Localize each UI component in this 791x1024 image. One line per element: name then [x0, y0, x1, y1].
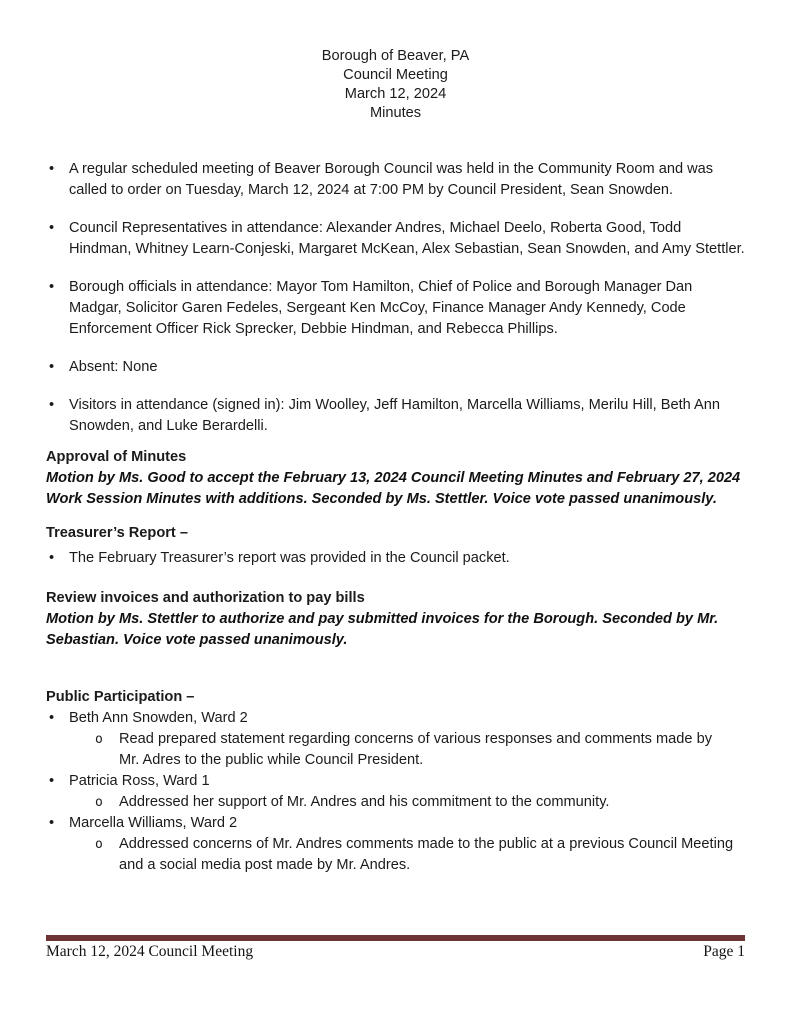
- public-participation-list: [46, 708, 745, 876]
- bullet-borough-officials: [46, 277, 745, 340]
- heading-approval-of-minutes: Approval of Minutes: [46, 449, 187, 465]
- speaker-point: [46, 834, 745, 876]
- bullet-text: Visitors in attendance (signed in): Jim Woolley, Jeff Hamilton, Marcella Williams, Merilu Hill, Beth Ann Snowden, and Luke Berardelli.: [69, 397, 721, 434]
- bullet-visitors: [46, 395, 745, 437]
- motion-review-invoices: Motion by Ms. Stettler to authorize and pay submitted invoices for the Borough. Seconded by Mr. Sebastian. Voice vote passed unanimously.: [46, 611, 719, 648]
- footer-left-text: March 12, 2024 Council Meeting: [46, 943, 254, 960]
- heading-treasurers-report: Treasurer’s Report –: [46, 525, 188, 541]
- title-meeting-type: Council Meeting: [343, 67, 448, 83]
- speaker-item: [46, 813, 745, 834]
- sub-bullet-marker-icon: o: [95, 837, 103, 852]
- document-title-block: [46, 47, 745, 123]
- bullet-meeting-called-to-order: [46, 159, 745, 201]
- title-date: March 12, 2024: [344, 86, 447, 102]
- title-org: Borough of Beaver, PA: [321, 48, 470, 64]
- page-footer: [46, 935, 745, 961]
- bullet-text: Council Representatives in attendance: Alexander Andres, Michael Deelo, Roberta Good, Todd Hindman, Whitney Learn-Conjeski, Margaret McKean, Alex Sebastian, Sean Snowden, and Amy Stettler.: [69, 220, 745, 257]
- bullet-marker-icon: •: [49, 815, 55, 831]
- sub-bullet-marker-icon: o: [95, 795, 103, 810]
- speaker-item: [46, 708, 745, 729]
- speaker-name: Beth Ann Snowden, Ward 2: [69, 710, 248, 726]
- heading-public-participation: Public Participation –: [46, 689, 195, 705]
- footer-text-row: [46, 943, 745, 961]
- bullet-treasurers-report: [46, 548, 745, 569]
- bullet-marker-icon: •: [49, 550, 55, 566]
- bullet-marker-icon: •: [49, 773, 55, 789]
- speaker-point-text: Read prepared statement regarding concerns of various responses and comments made by Mr. Adres to the public while Council President.: [119, 731, 712, 768]
- bullet-marker-icon: •: [49, 397, 55, 413]
- speaker-item: [46, 771, 745, 792]
- speaker-point-text: Addressed concerns of Mr. Andres comments made to the public at a previous Council Meeting and a social media post made by Mr. Andres.: [119, 836, 734, 873]
- bullet-text: The February Treasurer’s report was provided in the Council packet.: [69, 550, 510, 566]
- bullet-text: Absent: None: [69, 359, 158, 375]
- speaker-point: [46, 792, 745, 813]
- bullet-council-representatives: [46, 218, 745, 260]
- motion-approval-of-minutes: Motion by Ms. Good to accept the February 13, 2024 Council Meeting Minutes and February 27, 2024 Work Session Minutes with additions. Seconded by Ms. Stettler. Voice vote passed unanimously.: [46, 470, 741, 507]
- bullet-absent: [46, 357, 745, 378]
- speaker-point: [46, 729, 745, 771]
- bullet-marker-icon: •: [49, 359, 55, 375]
- speaker-name: Patricia Ross, Ward 1: [69, 773, 210, 789]
- speaker-point-text: Addressed her support of Mr. Andres and his commitment to the community.: [119, 794, 610, 810]
- speaker-name: Marcella Williams, Ward 2: [69, 815, 238, 831]
- bullet-marker-icon: •: [49, 161, 55, 177]
- sub-bullet-marker-icon: o: [95, 732, 103, 747]
- footer-page-number: Page 1: [703, 943, 745, 960]
- bullet-text: Borough officials in attendance: Mayor Tom Hamilton, Chief of Police and Borough Manager Dan Madgar, Solicitor Garen Fedeles, Sergeant Ken McCoy, Finance Manager Andy Kennedy, Code Enforcement Officer Rick Sprecker, Debbie Hindman, and Rebecca Phillips.: [69, 279, 693, 337]
- bullet-marker-icon: •: [49, 279, 55, 295]
- heading-review-invoices: Review invoices and authorization to pay bills: [46, 590, 365, 606]
- title-kind: Minutes: [369, 105, 422, 121]
- attendance-bullet-list: [46, 159, 745, 437]
- bullet-marker-icon: •: [49, 220, 55, 236]
- bullet-marker-icon: •: [49, 710, 55, 726]
- footer-rule: [46, 935, 745, 941]
- bullet-text: A regular scheduled meeting of Beaver Borough Council was held in the Community Room and was called to order on Tuesday, March 12, 2024 at 7:00 PM by Council President, Sean Snowden.: [69, 161, 714, 198]
